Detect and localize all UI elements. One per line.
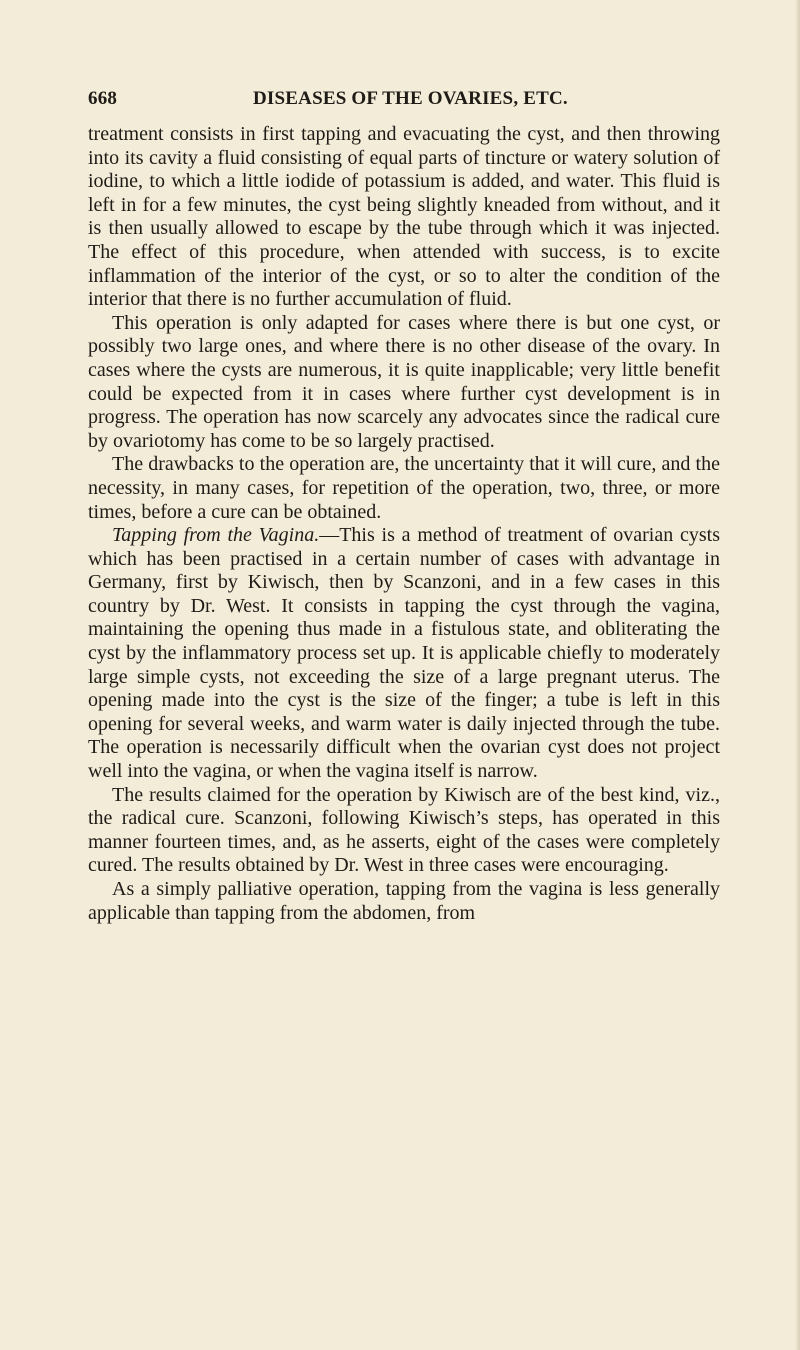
paragraph: As a simply palliative operation, tapping from the vagina is less generally applicable than tapping from the abdomen, from — [88, 878, 720, 924]
section-heading: Tapping from the Vagina. — [112, 524, 320, 547]
page-edge — [795, 0, 800, 1350]
paragraph: The results claimed for the operation by Kiwisch are of the best kind, viz., the radical cure. Scanzoni, following Kiwisch’s steps, has operated in this manner fourteen times, and, as he asserts, eight of the cases were completely cured. The results obtained by Dr. West in three cases were encouraging. — [88, 783, 720, 877]
paragraph: This operation is only adapted for cases where there is but one cyst, or possibly two large ones, and where there is no other disease of the ovary. In cases where the cysts are numerous, it is quite inapplicable; very little benefit could be expected from it in cases where further cyst development is in progress. The operation has now scarcely any advocates since the radical cure by ovariotomy has come to be so largely practised. — [88, 311, 720, 452]
paragraph-vaginal-tapping — [88, 524, 720, 784]
running-head: DISEASES OF THE OVARIES, ETC. — [253, 88, 568, 109]
paragraph-text: —This is a method of treatment of ovarian cysts which has been practised in a certain number of cases with advantage in Germany, first by Kiwisch, then by Scanzoni, and in a few cases in this country by Dr. West. It consists in tapping the cyst through the vagina, maintaining the opening thus made in a fistulous state, and obliterating the cyst by the inflammatory process set up. It is applicable chiefly to moderately large simple cysts, not exceeding the size of a large pregnant uterus. The opening made into the cyst is the size of the finger; a tube is left in this opening for several weeks, and warm water is daily injected through the tube. The operation is necessarily difficult when the ovarian cyst does not project well into the vagina, or when the vagina itself is narrow. — [88, 524, 721, 783]
body-text — [88, 123, 720, 925]
page-header — [88, 88, 718, 118]
paragraph: The drawbacks to the operation are, the uncertainty that it will cure, and the necessity, in many cases, for repetition of the operation, two, three, or more times, before a cure can be obtained. — [88, 453, 720, 523]
paragraph-continuation: treatment consists in first tapping and evacuating the cyst, and then throwing into its cavity a fluid consisting of equal parts of tincture or watery solution of iodine, to which a little iodide of potassium is added, and water. This fluid is left in for a few minutes, the cyst being slightly kneaded from without, and it is then usually allowed to escape by the tube through which it was injected. The effect of this procedure, when attended with success, is to excite inflammation of the interior of the cyst, or so to alter the condition of the interior that there is no further accumulation of fluid. — [88, 123, 720, 311]
page-number: 668 — [88, 88, 118, 109]
